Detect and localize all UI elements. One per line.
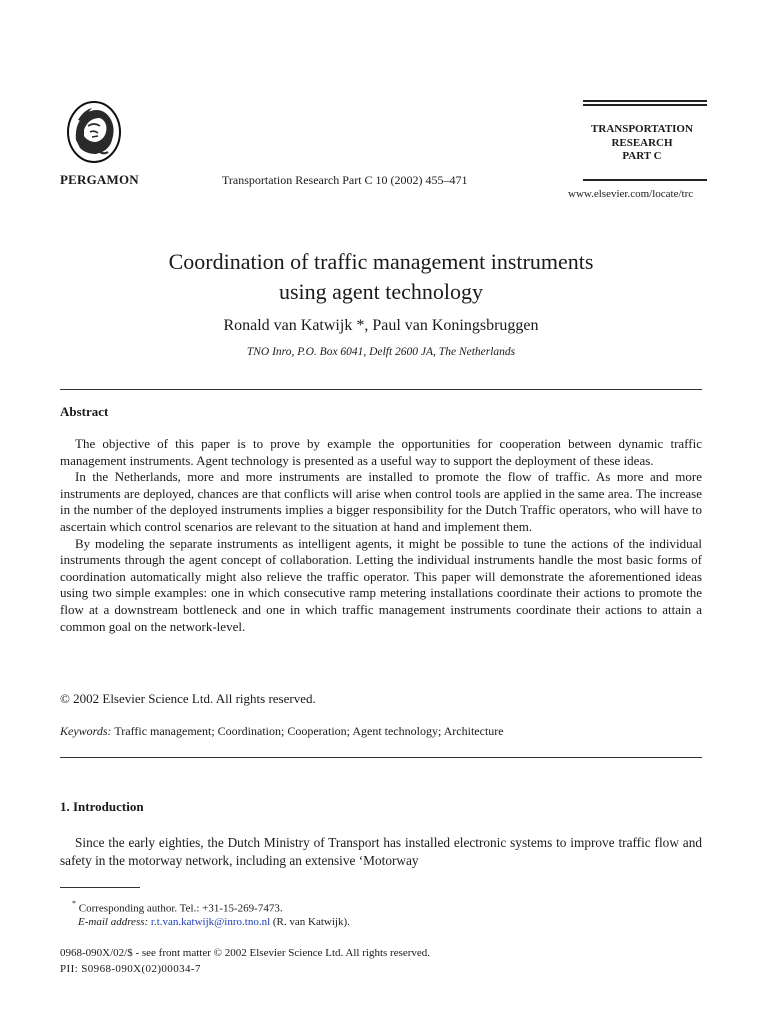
abstract-copyright: © 2002 Elsevier Science Ltd. All rights reserved. (60, 691, 316, 706)
abstract-paragraph: By modeling the separate instruments as intelligent agents, it might be possible to tune the actions of the individual instruments through the agent concept of collaboration. Letting the individual instruments handle the most basic forms of coordination automatically might also relieve the traffic operator. This paper will demonstrate the aforementioned ideas using two simple examples: one in which consecutive ramp metering installations coordinate their actions to promote the flow at a downstream bottleneck and one in which traffic management instruments coordinate their actions to attain a common goal on the network-level. (60, 535, 702, 634)
pergamon-helmet-logo-icon (66, 100, 122, 164)
journal-name-line: RESEARCH (611, 136, 673, 149)
section-heading-introduction: 1. Introduction (60, 799, 144, 814)
footnote-email-link[interactable]: r.t.van.katwijk@inro.tno.nl (150, 916, 271, 928)
footnote-rule (60, 887, 140, 888)
journal-name (583, 123, 701, 164)
journal-rule-top (583, 100, 707, 102)
keywords-label: Keywords: (60, 724, 112, 738)
abstract-paragraph: The objective of this paper is to prove by example the opportunities for cooperation between dynamic traffic management instruments. Agent technology is presented as a useful way to support the deployment of these ideas. (60, 436, 702, 468)
journal-rule-bottom (583, 179, 707, 181)
abstract-paragraph: In the Netherlands, more and more instruments are installed to promote the flow of traffic. As more and more instruments are deployed, chances are that conflicts will arise when control tools are applied in the same area. The increase in the number of the deployed instruments implies a bigger responsibility for the Dutch Traffic operators, who will have to ascertain which control scenarios are relevant to the situation at hand and implement them. (60, 469, 702, 534)
author-affiliation: TNO Inro, P.O. Box 6041, Delft 2600 JA, The Netherlands (246, 346, 516, 358)
pii-line: PII: S0968-090X(02)00034-7 (60, 963, 201, 975)
journal-name-line: PART C (622, 150, 662, 162)
article-title (60, 247, 702, 307)
introduction-paragraph: Since the early eighties, the Dutch Ministry of Transport has installed electronic systems to improve traffic flow and safety in the motorway network, including an extensive ‘Motorway (60, 835, 702, 868)
journal-rule-top-second (583, 104, 707, 106)
journal-citation: Transportation Research Part C 10 (2002) 455–471 (222, 173, 468, 187)
footnote-email-label: E-mail address: (78, 916, 149, 928)
footnote-marker: * (72, 899, 76, 908)
footnote-email-owner: (R. van Katwijk). (272, 916, 350, 928)
divider-bottom (60, 757, 702, 758)
keywords-text: Traffic management; Coordination; Cooperation; Agent technology; Architecture (114, 724, 504, 738)
publisher-name: PERGAMON (60, 172, 139, 187)
journal-name-line: TRANSPORTATION (591, 123, 693, 135)
abstract-body (60, 436, 702, 635)
abstract-heading: Abstract (60, 404, 109, 419)
article-title-line: Coordination of traffic management instruments (168, 249, 594, 274)
divider-top (60, 389, 702, 390)
issn-line: 0968-090X/02/$ - see front matter © 2002 Elsevier Science Ltd. All rights reserved. (60, 947, 431, 959)
journal-url-link[interactable]: www.elsevier.com/locate/trc (568, 188, 694, 200)
footnote-email (78, 916, 350, 928)
keywords-line (60, 724, 504, 739)
footnote-corresponding-author (72, 900, 283, 915)
article-title-line: using agent technology (278, 279, 484, 304)
article-authors: Ronald van Katwijk *, Paul van Koningsbruggen (223, 317, 539, 334)
footnote-text: Corresponding author. Tel.: +31-15-269-7473. (78, 902, 283, 915)
